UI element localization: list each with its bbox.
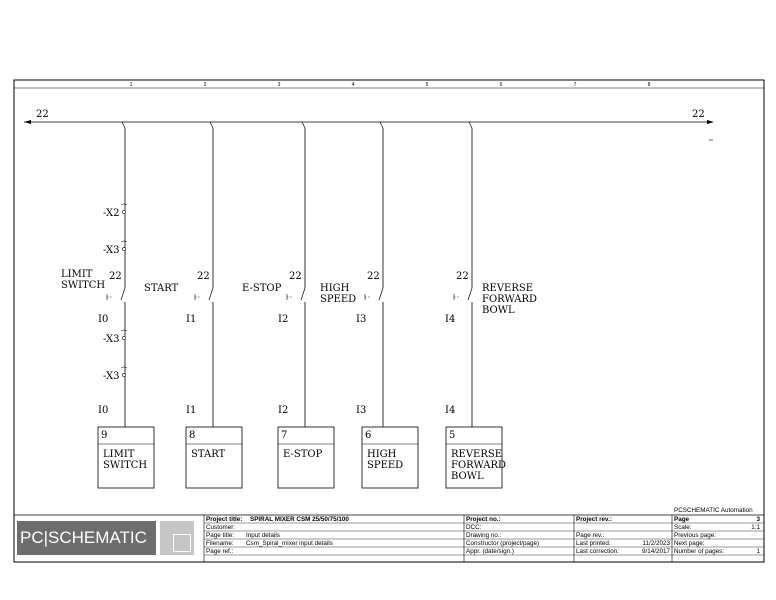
input-address: I2 xyxy=(278,314,289,325)
project-title-value: SPIRAL MIXER CSM 25/50/75/100 xyxy=(250,516,349,523)
column-number: 6 xyxy=(499,82,503,88)
terminal-arc-icon xyxy=(121,367,127,368)
last-printed-label: Last printed: xyxy=(576,540,611,547)
terminal-label: -X2 xyxy=(103,208,120,219)
input-address: I0 xyxy=(98,405,109,416)
branch-estop xyxy=(242,122,334,488)
terminal-label: -X3 xyxy=(103,371,120,382)
module-number: 6 xyxy=(365,430,372,441)
branch-label: START xyxy=(144,283,179,294)
terminal-label: -X3 xyxy=(103,245,120,256)
pcschematic-logo: PC|SCHEMATIC xyxy=(17,521,156,555)
branch-reverse xyxy=(445,122,537,488)
terminal-icon xyxy=(122,336,125,339)
project-rev-label: Project rev.: xyxy=(576,516,612,523)
page-value: 3 xyxy=(756,516,760,523)
last-correction-value: 9/14/2017 xyxy=(641,548,670,555)
module-number: 8 xyxy=(189,430,196,441)
column-number: 5 xyxy=(425,82,429,88)
contact-symbol-icon xyxy=(468,288,472,300)
terminal-icon xyxy=(122,247,125,250)
project-no-label: Project no.: xyxy=(466,516,501,523)
page-label: Page xyxy=(674,516,690,523)
module-label: START xyxy=(191,449,226,460)
terminal-arc-icon xyxy=(121,204,127,205)
terminal-icon xyxy=(122,210,125,213)
potential-number: 22 xyxy=(109,271,122,282)
wire-junction xyxy=(469,122,472,128)
column-number: 3 xyxy=(277,82,281,88)
page-ref-label: Page ref.: xyxy=(206,548,234,555)
brand-label: PCSCHEMATIC Automation xyxy=(674,507,753,514)
branch-high xyxy=(320,122,418,488)
last-correction-label: Last correction: xyxy=(576,548,620,555)
column-number: 8 xyxy=(647,82,651,88)
contact-symbol-icon xyxy=(379,288,383,300)
previous-page-label: Previous page: xyxy=(674,532,717,539)
drawing-no-label: Drawing no.: xyxy=(466,532,502,539)
branch-label: LIMIT SWITCH xyxy=(61,269,106,291)
wire-junction xyxy=(302,122,305,128)
page-title-value: Input details xyxy=(246,532,280,539)
module-label: E-STOP xyxy=(283,449,323,460)
module-label: HIGH SPEED xyxy=(367,449,404,471)
column-number: 2 xyxy=(203,82,207,88)
module-number: 9 xyxy=(101,430,108,441)
appr-label: Appr. (date/sign.) xyxy=(466,548,514,555)
rail-right-label: 22 xyxy=(692,109,705,120)
scale-label: Scale: xyxy=(674,524,692,531)
terminal-arc-icon xyxy=(121,241,127,242)
branch-label: HIGH SPEED xyxy=(320,283,357,305)
input-address: I0 xyxy=(98,314,109,325)
page-rev-label: Page rev.: xyxy=(576,532,605,539)
filename-value: Csm_Spiral_mixer input details xyxy=(246,540,333,547)
number-of-pages-value: 1 xyxy=(756,548,760,555)
branch-label: REVERSE FORWARD BOWL xyxy=(482,283,537,316)
input-address: I4 xyxy=(445,314,456,325)
wire-junction xyxy=(380,122,383,128)
wire-junction xyxy=(210,122,213,128)
contact-symbol-icon xyxy=(301,288,305,300)
potential-number: 22 xyxy=(367,271,380,282)
module-number: 7 xyxy=(281,430,288,441)
project-title-label: Project title: xyxy=(206,516,243,523)
module-number: 5 xyxy=(449,430,456,441)
logo-square-outline-icon xyxy=(173,534,191,552)
constructor-label: Constructor (project/page) xyxy=(466,540,540,547)
dcc-label: DCC: xyxy=(466,524,482,531)
column-ruler xyxy=(130,82,651,88)
input-address: I1 xyxy=(186,405,197,416)
potential-rail xyxy=(24,120,714,124)
rail-left-label: 22 xyxy=(36,109,49,120)
terminal-label: -X3 xyxy=(103,334,120,345)
terminal-icon xyxy=(122,373,125,376)
terminal-arc-icon xyxy=(121,330,127,331)
potential-number: 22 xyxy=(289,271,302,282)
input-address: I1 xyxy=(186,314,197,325)
filename-label: Filename: xyxy=(206,540,234,547)
potential-number: 22 xyxy=(197,271,210,282)
page-title-label: Page title: xyxy=(206,532,235,539)
input-address: I2 xyxy=(278,405,289,416)
branch-label: E-STOP xyxy=(242,283,282,294)
input-address: I4 xyxy=(445,405,456,416)
potential-number: 22 xyxy=(456,271,469,282)
number-of-pages-label: Number of pages: xyxy=(674,548,725,555)
scale-value: 1:1 xyxy=(751,524,760,531)
next-page-label: Next page: xyxy=(674,540,705,547)
branch-limit xyxy=(61,122,154,488)
sheet-frame xyxy=(14,80,764,562)
input-address: I3 xyxy=(356,314,367,325)
column-number: 7 xyxy=(573,82,577,88)
column-number: 1 xyxy=(129,82,133,88)
contact-symbol-icon xyxy=(209,288,213,300)
input-address: I3 xyxy=(356,405,367,416)
module-label: REVERSE FORWARD BOWL xyxy=(451,449,506,482)
contact-symbol-icon xyxy=(121,288,125,300)
branch-start xyxy=(144,122,242,488)
wire-junction xyxy=(122,122,125,128)
last-printed-value: 11/2/2023 xyxy=(642,540,670,547)
module-label: LIMIT SWITCH xyxy=(103,449,148,471)
column-number: 4 xyxy=(351,82,355,88)
customer-label: Customer: xyxy=(206,524,236,531)
